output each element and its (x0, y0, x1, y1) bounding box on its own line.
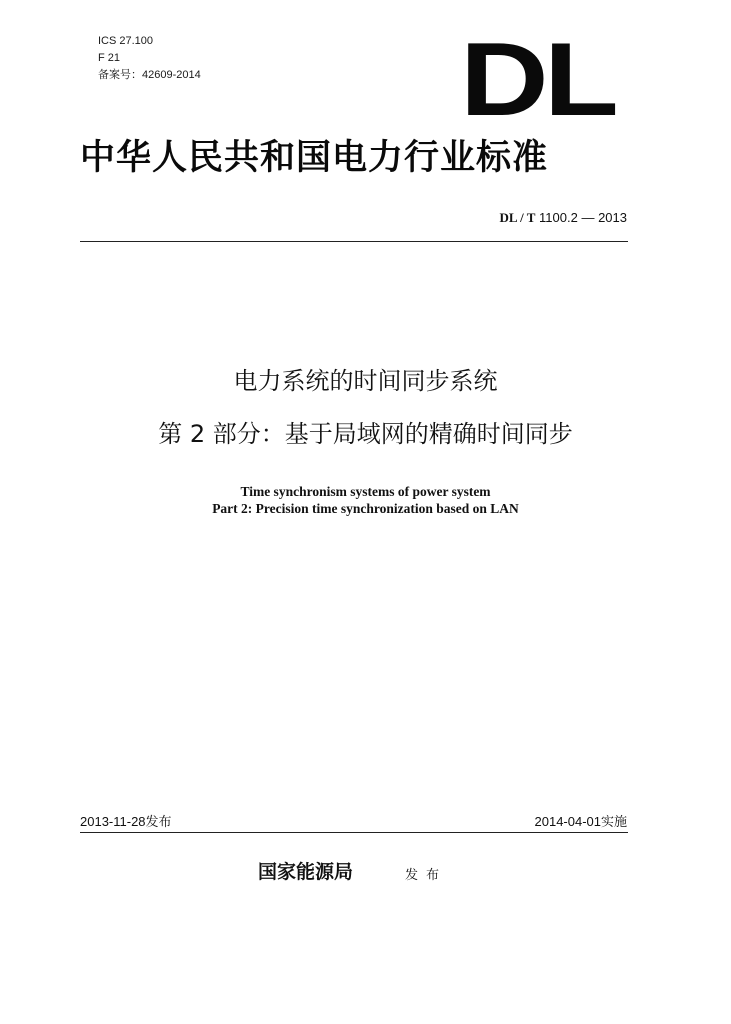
dl-logo: DL (460, 22, 615, 138)
chinese-title-line1: 电力系统的时间同步系统 (233, 367, 498, 395)
standard-number-prefix: DL / T (499, 210, 536, 225)
standard-number (500, 210, 627, 226)
standard-type-title: 中华人民共和国电力行业标准 (80, 137, 549, 178)
implementation-date: 2014-04-01实施 (534, 814, 627, 829)
ccs-code: F 21 (98, 52, 121, 64)
chinese-title-line2: 第 2 部分：基于局域网的精确时间同步 (158, 420, 573, 448)
english-title-line2: Part 2: Precision time synchronization based on LAN (212, 501, 519, 516)
publisher-name: 国家能源局 (258, 861, 354, 883)
issue-date: 2013-11-28发布 (80, 814, 172, 829)
classification-codes (98, 33, 201, 84)
english-title-line1: Time synchronism systems of power system (240, 484, 491, 499)
top-divider (80, 241, 628, 242)
ics-code: ICS 27.100 (98, 35, 154, 47)
publish-label: 发布 (405, 868, 448, 883)
bottom-divider (80, 832, 628, 833)
filing-number: 备案号：42609-2014 (98, 69, 201, 81)
standard-number-value: 1100.2 — 2013 (539, 210, 627, 225)
